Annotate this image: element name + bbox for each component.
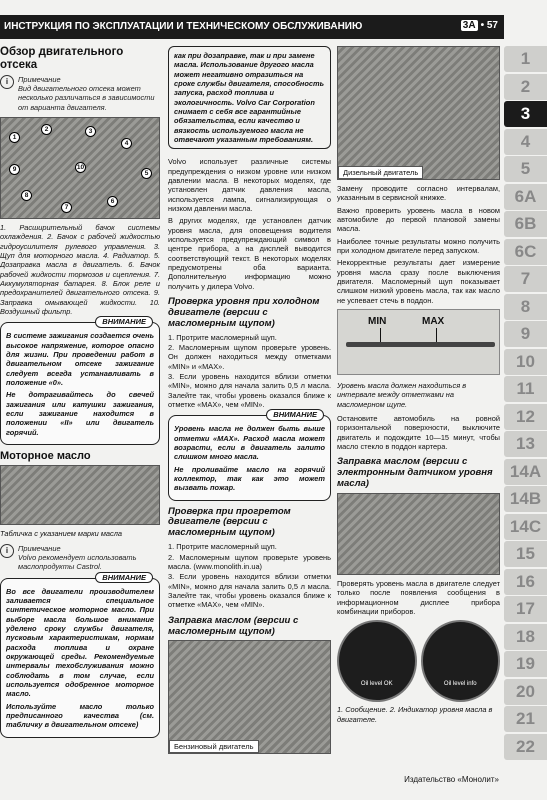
chapter-tab-6a[interactable]: 6A <box>504 184 547 210</box>
brand-logo: 3A <box>462 20 476 31</box>
photo-marker-2: 2 <box>41 124 52 135</box>
note-text: Volvo рекомендует использовать маслопродукты Castrol. <box>18 552 137 572</box>
chapter-tabs <box>504 46 547 761</box>
section-title-engine-oil: Моторное масло <box>0 449 91 462</box>
note-text: Вид двигательного отсека может несколько различаться в зависимости от варианта двигателя. <box>18 84 155 112</box>
warning-ignition <box>0 317 160 445</box>
body-paragraph: В других моделях, где установлен датчик уровня масла, для оповещения водителя используется предупреждающий символ в центре прибора, а на дисплей выводится соответствующий текст. В некоторых моделях предусмотрены оба варианта. Дополнительную информацию можно получить у дилера Volvo. <box>168 216 331 291</box>
warm-check-steps <box>168 542 331 609</box>
chapter-tab-7[interactable]: 7 <box>504 266 547 292</box>
page-header <box>0 15 504 39</box>
filler-cap-photo <box>337 493 500 575</box>
chapter-tab-18[interactable]: 18 <box>504 624 547 650</box>
chapter-tab-15[interactable]: 15 <box>504 541 547 567</box>
warning-paragraph: Во все двигатели производителем заливается специальное синтетическое моторное масло. При выборе масла большое внимание уделено сроку службы двигателя, пусковым характеристикам, нормам расхода топлива и охране окружающей среды. Рекомендуемые интервалы техобслуживания можно соблюдать в том случае, если используется одобренное моторное масло. <box>6 586 154 699</box>
chapter-tab-5[interactable]: 5 <box>504 156 547 182</box>
oil-label-caption: Табличка с указанием марки масла <box>0 529 122 539</box>
chapter-tab-6c[interactable]: 6C <box>504 239 547 265</box>
chapter-tab-14a[interactable]: 14A <box>504 459 547 485</box>
header-brand <box>461 20 498 33</box>
oil-quality-box: как при дозаправке, так и при замене масла. Использование другого масла может негативно отразиться на сроке службы двигателя, способность запуска, расход топлива и экологичность. Volvo Car Corporation снимает с себя все гарантийные обязательства, если качество и вязкость используемого масла не отвечают указанным требованиям. <box>168 46 331 149</box>
gauge-dial-right <box>421 620 501 702</box>
engine-bay-photo <box>0 117 160 219</box>
dipstick-max-label: MAX <box>422 315 445 327</box>
chapter-tab-14c[interactable]: 14C <box>504 514 547 540</box>
gauge-dial-left <box>337 620 417 702</box>
gauge-message: Oil level OK <box>360 680 393 687</box>
info-icon: i <box>0 544 14 558</box>
chapter-tab-12[interactable]: 12 <box>504 404 547 430</box>
step-item: 1. Протрите масломерный щуп. <box>168 542 277 552</box>
column-right <box>337 46 500 729</box>
photo-caption: Дизельный двигатель <box>338 166 423 179</box>
chapter-tab-13[interactable]: 13 <box>504 431 547 457</box>
dipstick <box>346 342 495 347</box>
warning-paragraph: Не проливайте масло на горячий коллектор, так как это может вызвать пожар. <box>174 464 325 493</box>
photo-marker-5: 5 <box>141 168 152 179</box>
warning-paragraph: Используйте масло только предписанного качества (см. табличку в двигательном отсеке) <box>6 701 154 730</box>
diesel-engine-photo <box>337 46 500 180</box>
chapter-tab-8[interactable]: 8 <box>504 294 547 320</box>
photo-marker-4: 4 <box>121 138 132 149</box>
warning-tag: ВНИМАНИЕ <box>266 409 324 420</box>
chapter-tab-6b[interactable]: 6B <box>504 211 547 237</box>
body-paragraph: Некорректные результаты дает измерение уровня масла сразу после выключения двигателя. Масломерный щуп показывает слишком низкий уровень масла, так как масло не успевает стечь в поддон. <box>337 258 500 305</box>
photo-marker-7: 7 <box>61 202 72 213</box>
warning-tag: ВНИМАНИЕ <box>95 572 153 583</box>
body-paragraph: Остановите автомобиль на ровной горизонтальной поверхности, выключите двигатель и подождите 10—15 минут, чтобы масло стекло в поддон картера. <box>337 413 500 451</box>
photo-marker-10: 10 <box>76 164 85 172</box>
body-paragraph: Замену проводите согласно интервалам, указанным в сервисной книжке. <box>337 184 500 203</box>
chapter-tab-11[interactable]: 11 <box>504 376 547 402</box>
step-item: 1. Протрите масломерный щуп. <box>168 332 277 342</box>
step-item: 3. Если уровень находится вблизи отметки «MIN», можно для начала залить 0,5 л масла. Залейте так, чтобы уровень оказался ближе к отметке «MAX», чем «MIN». <box>168 572 331 610</box>
note-engine-bay <box>0 75 160 112</box>
photo-marker-1: 1 <box>9 132 20 143</box>
chapter-tab-16[interactable]: 16 <box>504 569 547 595</box>
oil-label-photo <box>0 465 160 525</box>
photo-marker-3: 3 <box>85 126 96 137</box>
warning-paragraph: Не дотрагивайтесь до свечей зажигания или катушки зажигания, если зажигание находится в положении «II» или двигатель горячий. <box>6 390 154 437</box>
publisher-footer: Издательство «Монолит» <box>404 774 499 784</box>
chapter-tab-20[interactable]: 20 <box>504 679 547 705</box>
section-title-fill-sensor: Заправка маслом (версии с электронным датчиком уровня масла) <box>337 456 493 490</box>
chapter-tab-14b[interactable]: 14B <box>504 486 547 512</box>
body-paragraph: Важно проверить уровень масла в новом автомобиле до первой плановой замены масла. <box>337 205 500 234</box>
chapter-tab-22[interactable]: 22 <box>504 734 547 760</box>
section-title-warm-check: Проверка при прогретом двигателе (версии с масломерным щупом) <box>168 505 291 539</box>
dipstick-caption: Уровень масла должен находиться в интервале между отметками на масломерном щупе. <box>337 380 467 409</box>
chapter-tab-4[interactable]: 4 <box>504 129 547 155</box>
note-label: Примечание <box>18 74 61 84</box>
cold-check-steps <box>168 333 331 410</box>
body-paragraph: Проверять уровень масла в двигателе следует только после появления сообщения в информационном дисплее прибора комбинации приборов. <box>337 579 500 616</box>
step-item: 3. Если уровень находится вблизи отметки «MIN», можно для начала залить 0,5 л масла. Залейте так, чтобы уровень оказался ближе к отметке «MAX», чем «MIN». <box>168 371 331 409</box>
section-title-fill-dipstick: Заправка маслом (версии с масломерным щупом) <box>168 614 299 637</box>
photo-marker-9: 9 <box>9 164 20 175</box>
note-label: Примечание <box>18 543 61 553</box>
cluster-caption: 1. Сообщение. 2. Индикатор уровня масла в двигателе. <box>337 705 493 724</box>
chapter-tab-3[interactable]: 3 <box>504 101 547 127</box>
dipstick-illustration <box>337 309 500 375</box>
step-item: 2. Масломерным щупом проверьте уровень. Он должен находиться между отметками «MIN» и «MAX». <box>168 342 331 371</box>
body-paragraph: Наиболее точные результаты можно получить при холодном двигателе перед запуском. <box>337 236 500 255</box>
engine-bay-legend: 1. Расширительный бачок системы охлаждения. 2. Бачок с рабочей жидкостью гидроусилителя рулевого управления. 3. Щуп для моторного масла. 4. Радиатор. 5. Дозаправка масла в двигатель. 6. Бачок рабочей жидкости тормозов и сцепления. 7. Аккумуляторная батарея. 8. Блок реле и предохранителей двигательного отсека. 9. Заправка омывающей жидкости. 10. Воздушный фильтр. <box>0 223 160 317</box>
photo-marker-6: 6 <box>107 196 118 207</box>
photo-caption: Бензиновый двигатель <box>169 740 259 753</box>
step-item: 2. Масломерным щупом проверьте уровень масла. (www.monolith.in.ua) <box>168 552 331 571</box>
chapter-tab-21[interactable]: 21 <box>504 706 547 732</box>
chapter-tab-10[interactable]: 10 <box>504 349 547 375</box>
chapter-tab-1[interactable]: 1 <box>504 46 547 72</box>
chapter-tab-19[interactable]: 19 <box>504 651 547 677</box>
section-title-cold-check: Проверка уровня при холодном двигателе (версии с масломерным щупом) <box>168 295 320 329</box>
body-paragraph: Volvo использует различные системы предупреждения о низком уровне или низком давлении масла. В некоторых моделях, где установлен датчик давления масла, используется лампа, сигнализирующая о низком давлении масла. <box>168 157 331 213</box>
column-middle <box>168 46 331 758</box>
warning-paragraph: Уровень масла не должен быть выше отметки «MAX». Расход масла может возрасти, если в двигатель залито слишком много масла. <box>174 424 325 462</box>
warning-oil <box>0 572 160 738</box>
dipstick-min-label: MIN <box>368 315 387 327</box>
chapter-tab-17[interactable]: 17 <box>504 596 547 622</box>
info-icon: i <box>0 75 14 89</box>
petrol-engine-photo <box>168 640 331 754</box>
section-title-engine-bay: Обзор двигательного отсека <box>0 46 124 71</box>
warning-overfill <box>168 410 331 500</box>
page-number: • 57 <box>480 20 498 31</box>
warning-tag: ВНИМАНИЕ <box>95 316 153 327</box>
photo-marker-8: 8 <box>21 190 32 201</box>
note-castrol <box>0 544 160 572</box>
gauge-message: Oil level info <box>443 680 477 687</box>
warning-paragraph: В системе зажигания создается очень высокое напряжение, которое опасно для жизни. При проведении работ в двигательном отсеке зажигание следует всегда устанавливать в положение «0». <box>6 331 154 387</box>
header-title: ИНСТРУКЦИЯ ПО ЭКСПЛУАТАЦИИ И ТЕХНИЧЕСКОМУ ОБСЛУЖИВАНИЮ <box>4 20 363 32</box>
instrument-cluster <box>337 620 500 702</box>
chapter-tab-2[interactable]: 2 <box>504 74 547 100</box>
chapter-tab-9[interactable]: 9 <box>504 321 547 347</box>
column-left <box>0 46 160 743</box>
